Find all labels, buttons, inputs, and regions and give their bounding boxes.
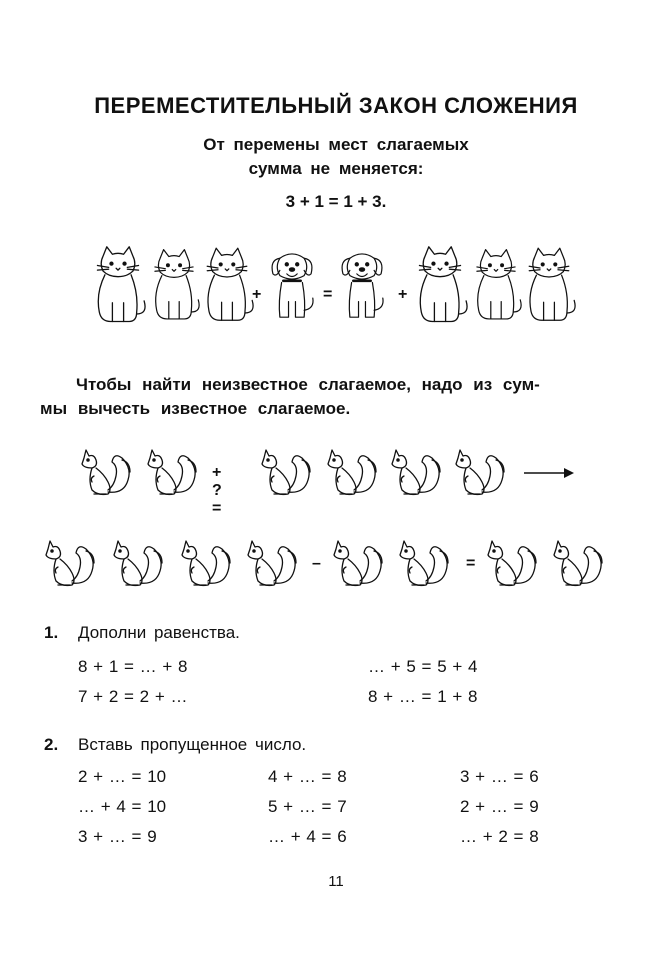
task-1-equation: 8 + 1 = … + 8 — [78, 657, 188, 676]
squirrel-icon — [330, 537, 392, 589]
page-number: 11 — [328, 873, 344, 890]
squirrel-icon — [484, 537, 546, 589]
squirrel-icon — [452, 446, 514, 498]
task-2-equation: 5 + … = 7 — [268, 797, 347, 816]
squirrel-icon — [258, 446, 320, 498]
arrow-right-icon — [522, 466, 576, 480]
squirrel-icon — [78, 446, 140, 498]
squirrel-icon — [388, 446, 450, 498]
task-2-equation: … + 4 = 6 — [268, 827, 347, 846]
rule2-line-2: мы вычесть известное слагаемое. — [40, 399, 351, 418]
dog-icon — [266, 246, 318, 326]
dog-icon — [336, 246, 388, 326]
cat-icon — [470, 246, 522, 326]
rule-line-1: От перемены мест слагаемых — [203, 135, 469, 154]
cat-icon — [90, 246, 146, 326]
task-2-number: 2. — [44, 735, 59, 754]
task-2-text: Вставь пропущенное число. — [78, 735, 307, 754]
equals-sign: = — [466, 555, 476, 572]
rule2-line-1: Чтобы найти неизвестное слагаемое, надо из сум- — [76, 375, 540, 394]
squirrel-icon — [144, 446, 206, 498]
task-1-equation: 8 + … = 1 + 8 — [368, 687, 478, 706]
plus-sign: + — [398, 286, 408, 303]
task-2-equation: 3 + … = 6 — [460, 767, 539, 786]
equals-sign: = — [323, 286, 333, 303]
task-2-equation: 3 + … = 9 — [78, 827, 157, 846]
page-title: ПЕРЕМЕСТИТЕЛЬНЫЙ ЗАКОН СЛОЖЕНИЯ — [94, 93, 578, 118]
squirrel-icon — [178, 537, 240, 589]
squirrel-icon — [110, 537, 172, 589]
task-2-equation: 2 + … = 10 — [78, 767, 167, 786]
rule-line-2: сумма не меняется: — [248, 159, 424, 178]
plus-question-equals: + ? = — [212, 464, 222, 517]
plus-sign: + — [252, 286, 262, 303]
task-2-equation: 2 + … = 9 — [460, 797, 539, 816]
cat-icon — [148, 246, 200, 326]
task-1-equation: … + 5 = 5 + 4 — [368, 657, 478, 676]
task-1-equation: 7 + 2 = 2 + … — [78, 687, 188, 706]
task-1-number: 1. — [44, 623, 59, 642]
task-2-equation: 4 + … = 8 — [268, 767, 347, 786]
cat-icon — [412, 246, 468, 326]
squirrel-icon — [396, 537, 458, 589]
task-1-text: Дополни равенства. — [78, 623, 240, 642]
cat-icon — [200, 246, 254, 326]
minus-sign: – — [312, 555, 321, 572]
squirrel-icon — [550, 537, 612, 589]
task-2-equation: … + 4 = 10 — [78, 797, 167, 816]
squirrel-icon — [324, 446, 386, 498]
task-2-equation: … + 2 = 8 — [460, 827, 539, 846]
formula: 3 + 1 = 1 + 3. — [285, 192, 387, 211]
cat-icon — [522, 246, 576, 326]
squirrel-icon — [244, 537, 306, 589]
squirrel-icon — [42, 537, 104, 589]
